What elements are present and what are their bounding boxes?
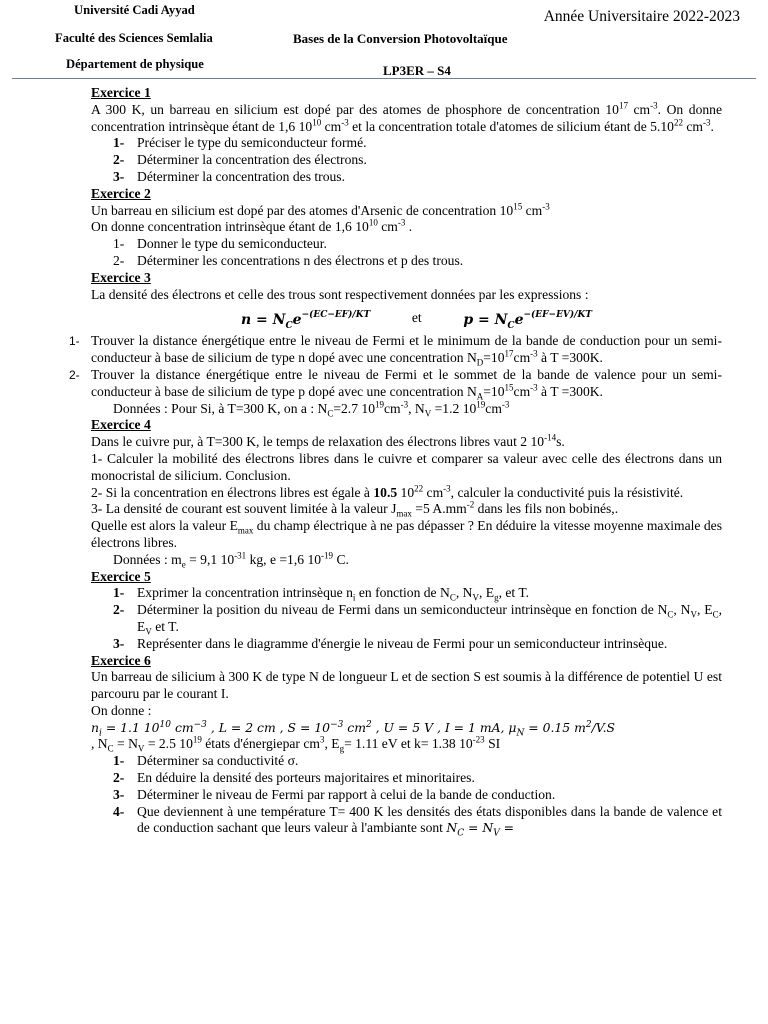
exercise-sheet	[69, 85, 723, 839]
electron-density-formula: $n = N_Ce^{-(EC-EF)/KT}$	[241, 310, 371, 332]
exercise-5-title: Exercice 5	[91, 568, 151, 584]
university-name: Université Cadi Ayyad	[74, 3, 195, 17]
exercise-6-data-line-1: $n_i = 1.1$ $10^{10}$ $cm^{-3}$ , L = 2 cm , $S = 10^{-3}$ $cm^2$ , U = 5 V , I = 1 mA, $\mu_N = 0.15$ $m^2/V.S$	[91, 719, 615, 739]
exercise-6-intro: Un barreau de silicium à 300 K de type N de longueur L et de section S est soumis à la différence de potentiel U est parcouru par le courant I.	[91, 669, 722, 702]
exercise-3-title: Exercice 3	[91, 269, 151, 285]
exercise-5-question-2: 2- Déterminer la position du niveau de Fermi dans un semiconducteur intrinsèque en fonction de $N_C$, $N_V$, $E_C$, $E_V$ et T.	[113, 602, 722, 637]
exercise-2-intro-1: Un barreau en silicium est dopé par des atomes d'Arsenic de concentration $10^{15}$ $cm^{-3}$	[91, 201, 550, 218]
exercise-4-title: Exercice 4	[91, 417, 151, 433]
academic-year: Année Universitaire 2022-2023	[543, 8, 740, 25]
exercise-6-question-3: 3- Déterminer le niveau de Fermi par rapport à celui de la bande de conduction.	[113, 786, 556, 802]
exercise-4-intro: Dans le cuivre pur, à T=300 K, le temps de relaxation des électrons libres vaut 2 $10^{-14}s$.	[91, 432, 565, 450]
exercise-2-question-2: 2- Déterminer les concentrations n des électrons et p des trous.	[113, 252, 464, 268]
exercise-4-question-2: 2- Si la concentration en électrons libres est égale à 10.5 $10^{22}$ $cm^{-3}$, calculer la conductivité puis la résistivité.	[91, 483, 684, 500]
exercise-3-question-2: 2- Trouver la distance énergétique entre le niveau de Fermi et le sommet de la bande de valence pour un semi-conducteur à base de silicium de type p dopé avec une concentration $N_A=10^{15}cm^{-3}$ à T =300K.	[69, 366, 722, 402]
faculty-name: Faculté des Sciences Semlalia	[55, 31, 213, 45]
exercise-5-question-3: 3- Représenter dans le diagramme d'énergie le niveau de Fermi pour un semiconducteur intrinsèque.	[113, 635, 668, 651]
department-name: Département de physique	[66, 57, 204, 71]
hole-density-formula: $p = N_Ce^{-(EF-EV)/KT}$	[463, 310, 592, 332]
exercise-6-question-1: 1- Déterminer sa conductivité σ.	[113, 753, 299, 769]
exercise-1-title: Exercice 1	[91, 85, 151, 100]
exercise-2-question-1: 1- Donner le type du semiconducteur.	[113, 236, 327, 252]
header-divider	[12, 78, 756, 79]
exercise-3-formulas	[91, 303, 722, 333]
exercise-3-intro: La densité des électrons et celle des trous sont respectivement données par les expressions :	[91, 286, 589, 302]
exercise-3-question-1: 1- Trouver la distance énergétique entre le niveau de Fermi et le minimum de la bande de conduction pour un semi-conducteur à base de silicium de type n dopé avec une concentration $N_D=10^{17}cm^{-3}$ à T =300K.	[69, 333, 722, 368]
exercise-1-question-1: 1- Préciser le type du semiconducteur formé.	[113, 135, 367, 151]
exercise-6-question-4: 4- Que deviennent à une température T= 400 K les densités des états disponibles dans la bande de valence et de conduction sachant que leurs valeur à l'ambiante sont $N_C = N_V$ =	[113, 803, 722, 839]
exercise-1-question-2: 2- Déterminer la concentration des électrons.	[113, 152, 367, 168]
exercise-1-intro: A 300 K, un barreau en silicium est dopé par des atomes de phosphore de concentration $10^{17}$ $cm^{-3}$. On donne concentration intrinsèque étant de 1,6 $10^{10}$ $cm^{-3}$ et la concentration totale d'atomes de silicium étant de 5.10$^{22}$ $cm^{-3}$.	[91, 100, 723, 134]
exercise-2-intro-2: On donne concentration intrinsèque étant de 1,6 $10^{10}$ $cm^{-3}$ .	[91, 217, 413, 235]
exercise-6-title: Exercice 6	[91, 652, 151, 668]
exercise-6-given: On donne :	[91, 702, 152, 718]
exercise-5-question-1: 1- Exprimer la concentration intrinsèque $n_i$ en fonction de $N_C$, $N_V$, $E_g$, et T.	[113, 585, 530, 604]
exercise-6-question-2: 2- En déduire la densité des porteurs majoritaires et minoritaires.	[113, 770, 475, 786]
exercise-6-data-line-2: , $N_C = N_V = 2.5$ $10^{19}$ états d'énergiepar $cm^3$, $E_g= 1.11$ eV et k= 1.38 $10^{-23}$ SI	[91, 734, 501, 755]
exercise-4-question-3: 3- La densité de courant est souvent limitée à la valeur $J_{max} =5$ $A.mm^{-2}$ dans les fils non bobinés,. Quelle est alors la valeur $E_{max}$ du champ électrique à ne pas dépasser ? En déduire la vitesse moyenne maximale des électrons libres.	[91, 499, 722, 550]
exercise-3-data: Données : Pour Si, à T=300 K, on a : $N_C=2.7$ $10^{19}cm^{-3}$, $N_V =1.2$ $10^{19}cm^{-3}$	[113, 399, 510, 419]
formula-conjunction: et	[411, 309, 422, 325]
course-title: Bases de la Conversion Photovoltaïque	[293, 31, 508, 46]
exercise-4-question-1: 1- Calculer la mobilité des électrons libres dans le cuivre et comparer sa valeur avec celle des électrons dans un monocristal de silicium. Conclusion.	[91, 450, 722, 483]
exercise-4-data: Données : $m_e = 9,1$ $10^{-31}$ kg, e =1,6 $10^{-19}$ C.	[113, 550, 349, 570]
exercise-2-title: Exercice 2	[91, 185, 151, 201]
course-level: LP3ER – S4	[383, 63, 451, 78]
exercise-1-question-3: 3- Déterminer la concentration des trous.	[113, 168, 345, 184]
